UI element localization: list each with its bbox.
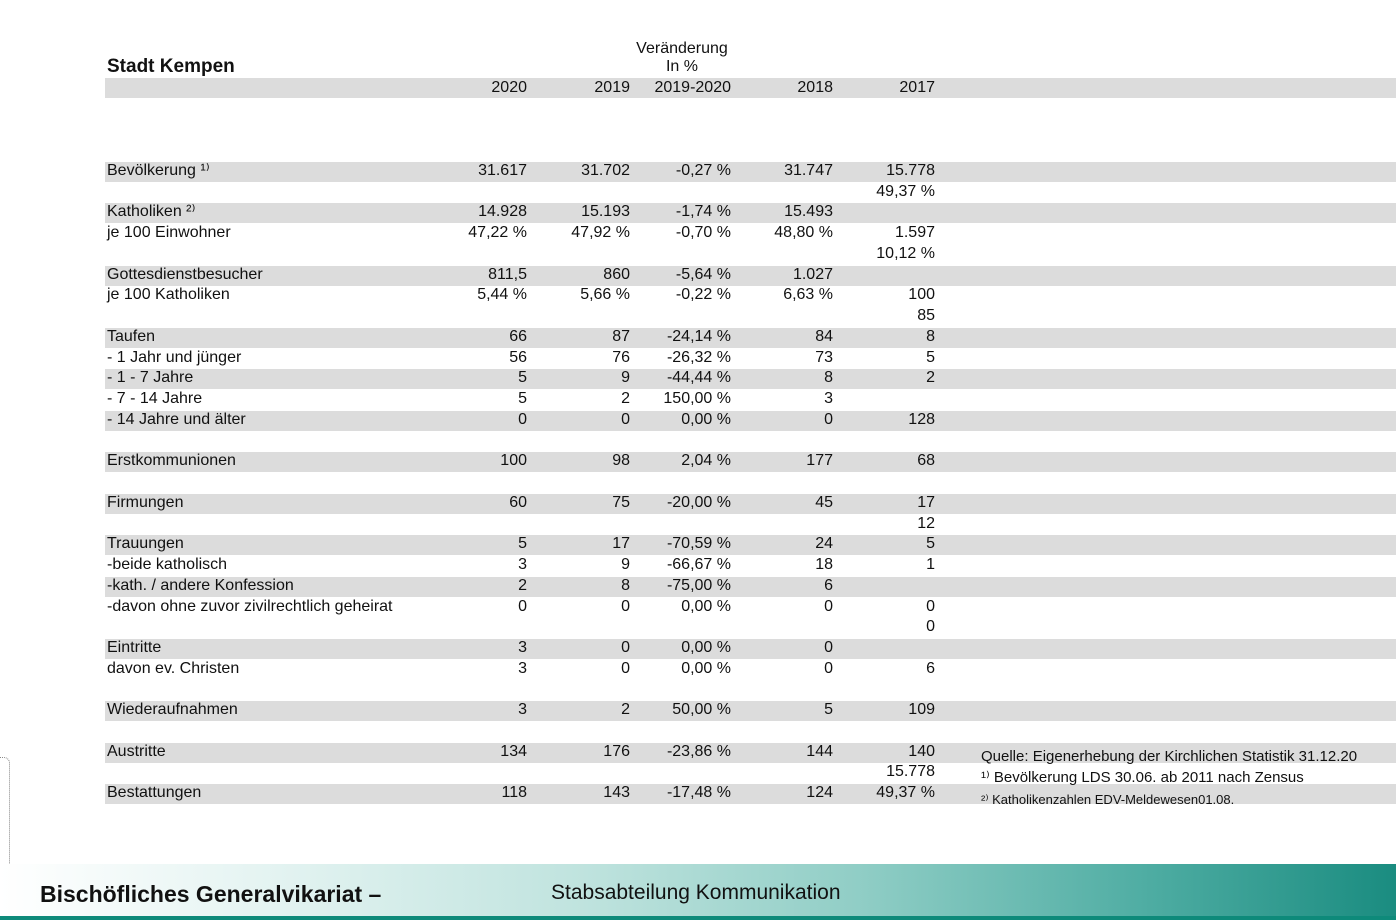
cell-col-2017: 17	[917, 494, 935, 511]
cell-col-2018: 1.027	[792, 266, 833, 283]
cell-col-2017: 109	[908, 701, 935, 718]
cell-col-2020: 66	[509, 328, 527, 345]
cell-col-2020: 134	[500, 743, 527, 760]
row-label: Erstkommunionen	[107, 452, 236, 469]
cell-col-change: -17,48 %	[666, 784, 731, 801]
cell-col-change: -66,67 %	[666, 556, 731, 573]
cell-col-change: 50,00 %	[672, 701, 731, 718]
cell-col-2019: 15.193	[581, 203, 630, 220]
row-label: -kath. / andere Konfession	[107, 577, 294, 594]
cell-col-2017: 100	[908, 286, 935, 303]
header-col-2017: 2017	[899, 79, 935, 96]
cell-col-2017: 1.597	[894, 224, 935, 241]
cell-col-2017: 5	[926, 535, 935, 552]
row-label: davon ev. Christen	[107, 660, 240, 677]
cell-col-2019: 87	[612, 328, 630, 345]
cell-col-2018: 3	[824, 390, 833, 407]
footer-department: Stabsabteilung Kommunikation	[551, 881, 841, 904]
footnote-catholics: ²⁾ Katholikenzahlen EDV-Meldewesen01.08.	[981, 792, 1235, 807]
cell-col-2018: 5	[824, 701, 833, 718]
row-label: Austritte	[107, 743, 166, 760]
cell-col-2019: 75	[612, 494, 630, 511]
cell-col-2020: 47,22 %	[468, 224, 527, 241]
cell-col-change: 150,00 %	[663, 390, 731, 407]
cell-col-2018: 6,63 %	[783, 286, 833, 303]
cell-col-2017: 128	[908, 411, 935, 428]
cell-col-2019: 860	[603, 266, 630, 283]
cell-col-change: 2,04 %	[681, 452, 731, 469]
row-label: - 7 - 14 Jahre	[107, 390, 203, 407]
cell-col-2017: 0	[926, 618, 935, 635]
footer-line	[0, 916, 1396, 920]
cell-col-2020: 118	[501, 784, 527, 801]
cell-col-change: 0,00 %	[681, 639, 731, 656]
row-label: Firmungen	[107, 494, 184, 511]
cell-col-2018: 18	[815, 556, 833, 573]
cell-col-2017: 68	[917, 452, 935, 469]
cell-col-change: -0,22 %	[675, 286, 731, 303]
cell-col-2017: 5	[926, 349, 935, 366]
cell-col-2020: 3	[518, 660, 527, 677]
cell-col-2020: 14.928	[478, 203, 527, 220]
cell-col-2020: 811,5	[488, 266, 527, 283]
cell-col-2017: 10,12 %	[876, 245, 935, 262]
footnote-source: Quelle: Eigenerhebung der Kirchlichen Statistik 31.12.20	[981, 748, 1358, 765]
cell-col-2019: 76	[612, 349, 630, 366]
cell-col-2017: 140	[908, 743, 935, 760]
cell-col-change: -0,70 %	[675, 224, 731, 241]
cell-col-2020: 0	[518, 411, 527, 428]
cell-col-2020: 5,44 %	[477, 286, 527, 303]
row-label: Trauungen	[107, 535, 184, 552]
cell-col-2019: 2	[621, 390, 630, 407]
cell-col-2020: 60	[509, 494, 527, 511]
cell-col-2018: 144	[806, 743, 833, 760]
cell-col-2017: 6	[926, 660, 935, 677]
cell-col-2018: 84	[815, 328, 833, 345]
row-label: je 100 Katholiken	[107, 286, 230, 303]
cell-col-2019: 2	[621, 701, 630, 718]
header-col-change: 2019-2020	[654, 79, 731, 96]
cell-col-2017: 12	[917, 515, 935, 532]
cell-col-change: -20,00 %	[666, 494, 731, 511]
row-label: -davon ohne zuvor zivilrechtlich geheirat	[107, 598, 393, 615]
cell-col-2020: 3	[518, 701, 527, 718]
cell-col-2018: 0	[824, 411, 833, 428]
cell-col-2017: 85	[917, 307, 935, 324]
cell-col-2019: 47,92 %	[571, 224, 630, 241]
cell-col-2019: 8	[621, 577, 630, 594]
cell-col-2017: 49,37 %	[876, 183, 935, 200]
footer-organization: Bischöfliches Generalvikariat –	[40, 881, 382, 907]
cell-col-2018: 15.493	[784, 203, 833, 220]
cell-col-2019: 0	[621, 639, 630, 656]
cell-col-change: -44,44 %	[666, 369, 731, 386]
cell-col-change: -0,27 %	[675, 162, 731, 179]
row-label: - 1 - 7 Jahre	[107, 369, 194, 386]
row-label: -beide katholisch	[107, 556, 228, 573]
cell-col-2019: 31.702	[581, 162, 630, 179]
cell-col-2019: 9	[621, 369, 630, 386]
cell-col-change: 0,00 %	[681, 660, 731, 677]
cell-col-change: -23,86 %	[666, 743, 731, 760]
change-header-line2: In %	[665, 58, 698, 75]
cell-col-2020: 56	[509, 349, 527, 366]
cell-col-2019: 98	[612, 452, 630, 469]
cell-col-2018: 8	[824, 369, 833, 386]
cell-col-2017: 15.778	[886, 763, 935, 780]
row-label: Bevölkerung ¹⁾	[107, 162, 210, 179]
cell-col-2020: 3	[518, 639, 527, 656]
cell-col-2020: 31.617	[478, 162, 527, 179]
cell-col-2018: 31.747	[784, 162, 833, 179]
cell-col-2018: 177	[806, 452, 833, 469]
cell-col-2019: 9	[621, 556, 630, 573]
cell-col-2018: 48,80 %	[774, 224, 833, 241]
cell-col-2017: 0	[926, 598, 935, 615]
cell-col-2020: 5	[518, 390, 527, 407]
header-col-2018: 2018	[797, 79, 833, 96]
cell-col-change: 0,00 %	[681, 411, 731, 428]
cell-col-2020: 0	[518, 598, 527, 615]
cell-col-change: -1,74 %	[675, 203, 731, 220]
row-label: - 14 Jahre und älter	[107, 411, 246, 428]
cell-col-2019: 0	[621, 598, 630, 615]
cell-col-2020: 2	[518, 577, 527, 594]
row-label: Eintritte	[107, 639, 162, 656]
row-label: - 1 Jahr und jünger	[107, 349, 242, 366]
table-title: Stadt Kempen	[107, 56, 235, 77]
cell-col-change: -70,59 %	[666, 535, 731, 552]
cell-col-2019: 17	[612, 535, 630, 552]
cell-col-2020: 3	[518, 556, 527, 573]
row-label: Gottesdienstbesucher	[107, 266, 263, 283]
cell-col-2018: 0	[824, 598, 833, 615]
cell-col-change: 0,00 %	[681, 598, 731, 615]
row-label: Katholiken ²⁾	[107, 203, 196, 220]
cell-col-2018: 73	[815, 349, 833, 366]
row-label: je 100 Einwohner	[107, 224, 231, 241]
cell-col-change: -24,14 %	[666, 328, 731, 345]
cell-col-2018: 24	[815, 535, 833, 552]
cell-col-2018: 45	[815, 494, 833, 511]
cell-col-2020: 5	[518, 369, 527, 386]
cell-col-2017: 15.778	[886, 162, 935, 179]
cell-col-2017: 1	[926, 556, 935, 573]
cell-col-2018: 0	[824, 639, 833, 656]
cell-col-2019: 176	[603, 743, 630, 760]
cell-col-2019: 0	[621, 411, 630, 428]
cell-col-2020: 5	[518, 535, 527, 552]
row-label: Bestattungen	[107, 784, 202, 801]
cell-col-change: -26,32 %	[666, 349, 731, 366]
cell-col-2017: 2	[926, 369, 935, 386]
cell-col-2019: 0	[621, 660, 630, 677]
cell-col-2020: 100	[500, 452, 527, 469]
row-label: Wiederaufnahmen	[107, 701, 238, 718]
change-header-line1: Veränderung	[636, 40, 728, 57]
cell-col-2018: 0	[824, 660, 833, 677]
row-label: Taufen	[107, 328, 156, 345]
cell-col-2018: 124	[806, 784, 833, 801]
header-col-2020: 2020	[491, 79, 527, 96]
cell-col-change: -75,00 %	[666, 577, 731, 594]
header-col-2019: 2019	[594, 79, 630, 96]
cell-col-2018: 6	[824, 577, 833, 594]
footnote-population: ¹⁾ Bevölkerung LDS 30.06. ab 2011 nach Zensus	[981, 769, 1304, 786]
cell-col-change: -5,64 %	[675, 266, 731, 283]
cell-col-2019: 143	[603, 784, 630, 801]
change-header	[626, 40, 738, 76]
cell-col-2017: 8	[926, 328, 935, 345]
cell-col-2019: 5,66 %	[580, 286, 630, 303]
cell-col-2017: 49,37 %	[876, 784, 935, 801]
